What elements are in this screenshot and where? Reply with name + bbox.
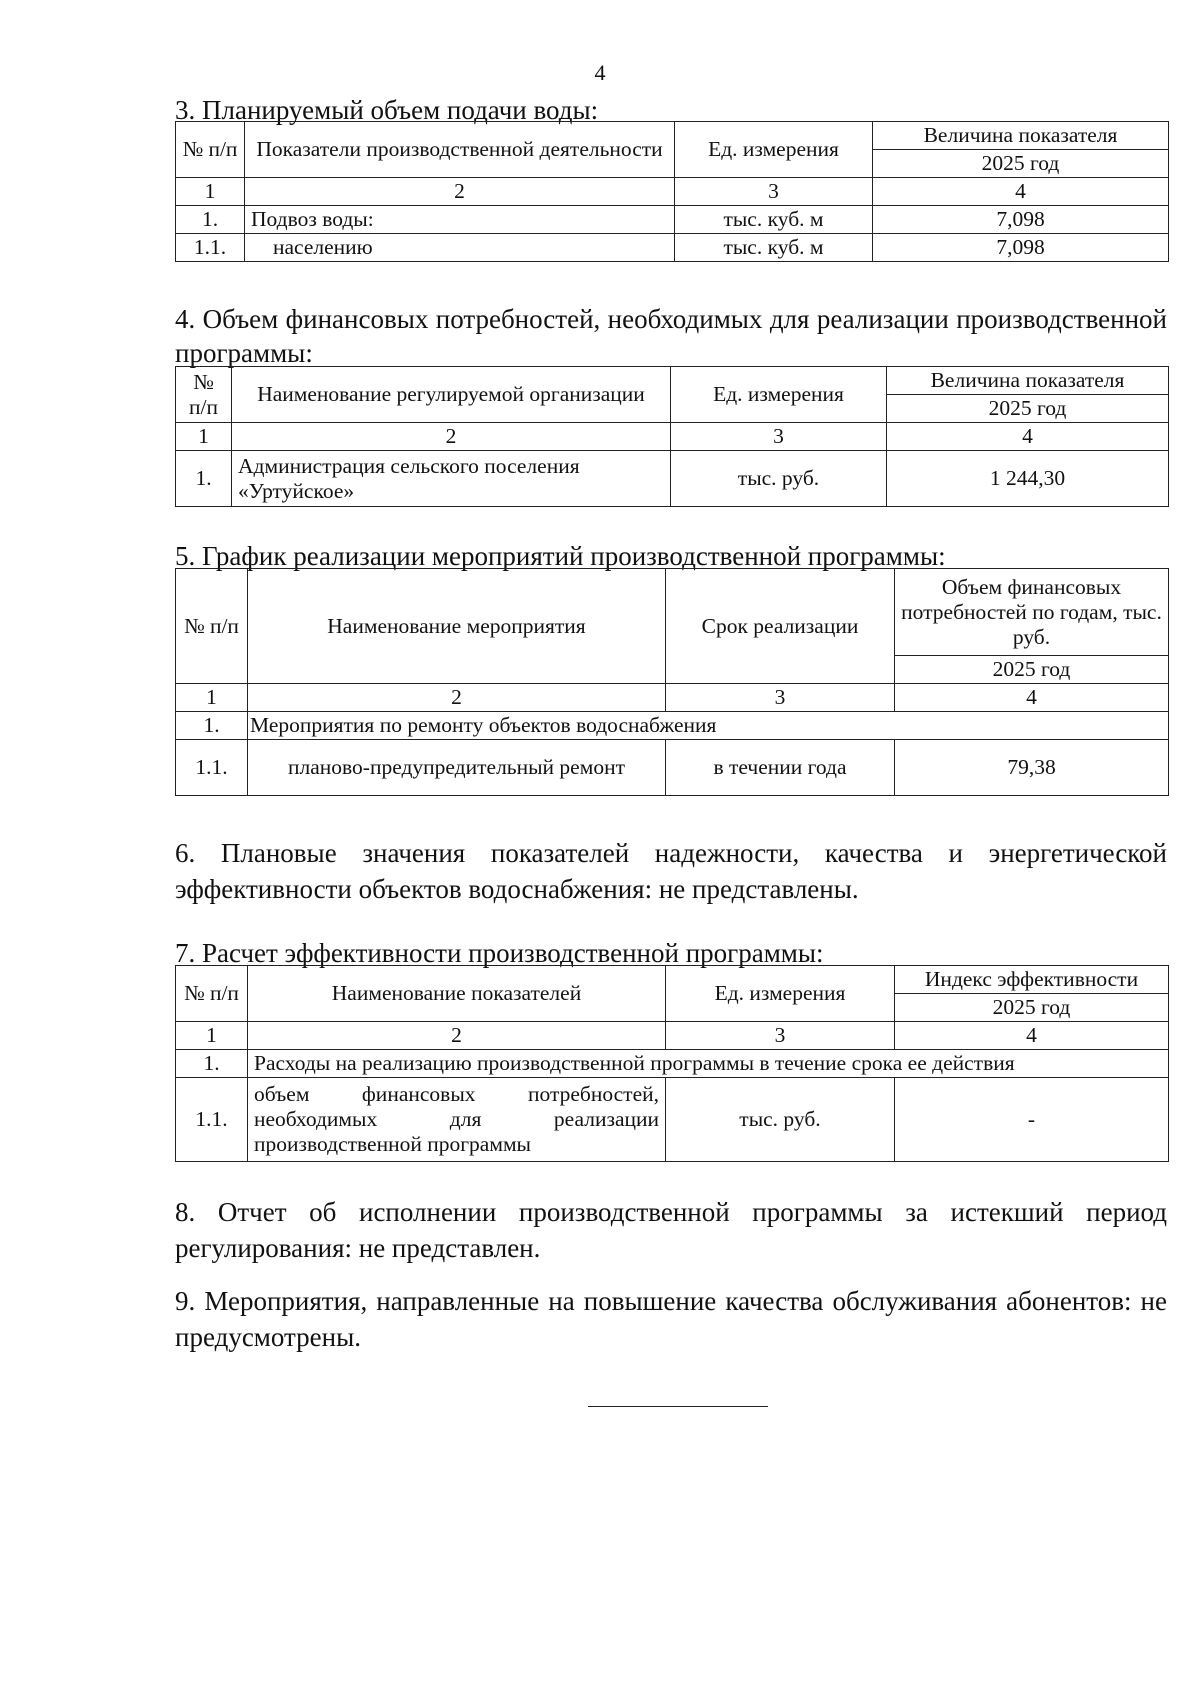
page-number: 4 [594,60,606,85]
row-value: 7,098 [873,234,1169,262]
col-number: 1 [176,684,248,712]
row-name: населению [245,234,675,262]
table-row [176,234,1169,262]
header-org: Наименование регулируемой организации [232,367,671,423]
row-unit: тыс. руб. [671,451,887,507]
header-index: Индекс эффективности [895,966,1169,994]
events-schedule-table [175,568,1169,796]
group-name: Мероприятия по ремонту объектов водоснабжения [248,712,1169,740]
col-number: 2 [245,178,675,206]
row-num: 1. [176,206,245,234]
col-number: 3 [671,423,887,451]
header-year: 2025 год [895,656,1169,684]
header-num: № п/п [176,367,232,423]
header-num: № п/п [176,966,248,1022]
header-year: 2025 год [895,994,1169,1022]
table-row [176,1078,1169,1162]
efficiency-table [175,965,1169,1162]
table-row [176,206,1169,234]
col-number: 4 [873,178,1169,206]
col-number: 2 [232,423,671,451]
header-term: Срок реализации [666,569,895,684]
section-5-heading: 5. График реализации мероприятий производственной программы: [175,541,946,571]
col-number: 1 [176,178,245,206]
row-num: 1.1. [176,1078,248,1162]
header-year: 2025 год [873,150,1169,178]
header-event: Наименование мероприятия [248,569,666,684]
header-indicator: Наименование показателей [248,966,666,1022]
group-num: 1. [176,1050,248,1078]
col-number: 4 [887,423,1169,451]
col-number: 2 [248,1022,666,1050]
header-num: № п/п [176,122,245,178]
row-term: в течении года [666,740,895,796]
header-num: № п/п [176,569,248,684]
header-finance: Объем финансовых потребностей по годам, тыс. руб. [895,569,1169,656]
row-value: 1 244,30 [887,451,1169,507]
table-row [176,451,1169,507]
row-unit: тыс. руб. [666,1078,895,1162]
section-6-text: 6. Плановые значения показателей надежности, качества и энергетической эффективности объектов водоснабжения: не представлены. [175,838,1167,904]
table-group-row [176,712,1169,740]
section-7-heading: 7. Расчет эффективности производственной программы: [175,938,824,968]
section-3-heading: 3. Планируемый объем подачи воды: [175,95,599,125]
col-number: 3 [675,178,873,206]
row-value: - [895,1078,1169,1162]
row-num: 1. [176,451,232,507]
section-9-text: 9. Мероприятия, направленные на повышение качества обслуживания абонентов: не предусмотрены. [175,1286,1167,1352]
water-supply-volume-table [175,121,1169,262]
row-name: объем финансовых потребностей, необходимых для реализации производственной программы [248,1078,666,1162]
header-unit: Ед. измерения [666,966,895,1022]
col-number: 1 [176,423,232,451]
row-value: 79,38 [895,740,1169,796]
col-number: 1 [176,1022,248,1050]
row-name: планово-предупредительный ремонт [248,740,666,796]
group-name: Расходы на реализацию производственной программы в течение срока ее действия [248,1050,1169,1078]
header-year: 2025 год [887,395,1169,423]
col-number: 3 [666,684,895,712]
row-unit: тыс. куб. м [675,234,873,262]
section-8-text: 8. Отчет об исполнении производственной программы за истекший период регулирования: не представлен. [175,1197,1167,1263]
section-4-heading: 4. Объем финансовых потребностей, необходимых для реализации производственной программы: [175,304,1167,368]
header-unit: Ед. измерения [675,122,873,178]
row-num: 1.1. [176,234,245,262]
table-group-row [176,1050,1169,1078]
header-value: Величина показателя [873,122,1169,150]
row-name: Подвоз воды: [245,206,675,234]
group-num: 1. [176,712,248,740]
row-name: Администрация сельского поселения «Уртуйское» [232,451,671,507]
row-value: 7,098 [873,206,1169,234]
table-row [176,740,1169,796]
row-num: 1.1. [176,740,248,796]
header-indicator: Показатели производственной деятельности [245,122,675,178]
closing-rule [588,1406,768,1407]
col-number: 2 [248,684,666,712]
header-value: Величина показателя [887,367,1169,395]
header-unit: Ед. измерения [671,367,887,423]
col-number: 4 [895,684,1169,712]
col-number: 4 [895,1022,1169,1050]
financial-needs-table [175,366,1169,507]
col-number: 3 [666,1022,895,1050]
row-unit: тыс. куб. м [675,206,873,234]
